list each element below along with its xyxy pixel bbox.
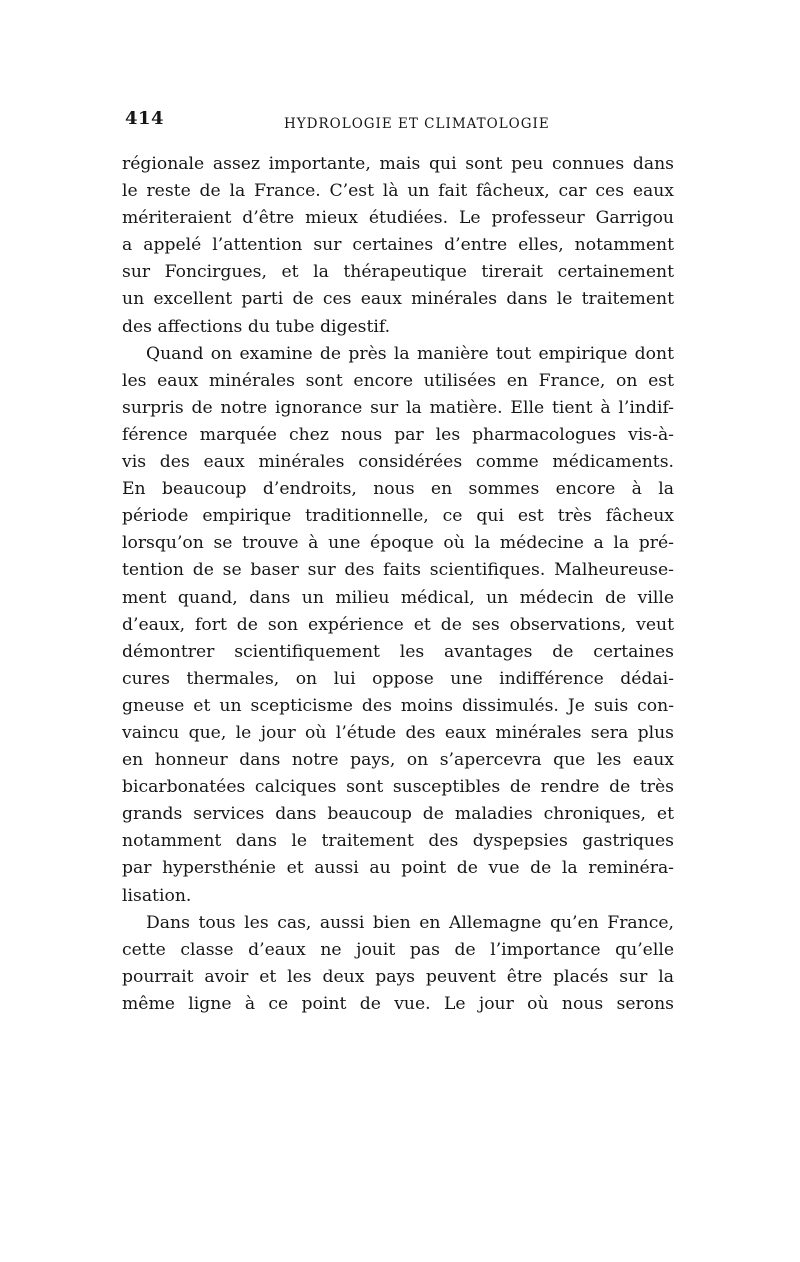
text-line: des affections du tube digestif. <box>122 316 391 337</box>
text-line: Quand on examine de près la manière tout empirique dont <box>146 343 674 364</box>
text-line: grands services dans beaucoup de maladies chroniques, et <box>122 804 674 825</box>
text-line: pourrait avoir et les deux pays peuvent être placés sur la <box>122 966 674 987</box>
text-line: ment quand, dans un milieu médical, un médecin de ville <box>122 587 674 608</box>
text-line: tention de se baser sur des faits scientifiques. Malheureuse- <box>122 560 674 581</box>
text-line: cures thermales, on lui oppose une indifférence dédai- <box>122 668 674 689</box>
page-header <box>122 104 682 140</box>
body-text <box>122 151 674 1018</box>
page-number: 414 <box>125 108 165 129</box>
text-line: notamment dans le traitement des dyspepsies gastriques <box>122 831 674 852</box>
text-line: gneuse et un scepticisme des moins dissimulés. Je suis con- <box>122 695 674 716</box>
text-line: lorsqu’on se trouve à une époque où la médecine a la pré- <box>122 533 674 554</box>
text-line: férence marquée chez nous par les pharmacologues vis-à- <box>122 424 674 445</box>
running-title: HYDROLOGIE ET CLIMATOLOGIE <box>284 116 550 132</box>
paragraph-1 <box>122 151 674 341</box>
text-line: par hypersthénie et aussi au point de vue de la reminéra- <box>122 858 674 879</box>
text-line: d’eaux, fort de son expérience et de ses observations, veut <box>122 614 674 635</box>
text-line: cette classe d’eaux ne jouit pas de l’importance qu’elle <box>122 939 674 960</box>
text-line: vis des eaux minérales considérées comme médicaments. <box>122 452 674 473</box>
text-line: en honneur dans notre pays, on s’apercevra que les eaux <box>122 750 674 771</box>
text-line: En beaucoup d’endroits, nous en sommes encore à la <box>122 479 674 500</box>
text-line: régionale assez importante, mais qui sont peu connues dans <box>122 154 674 174</box>
text-line: a appelé l’attention sur certaines d’entre elles, notamment <box>122 235 674 256</box>
text-line: surpris de notre ignorance sur la matière. Elle tient à l’indif- <box>122 397 674 418</box>
text-line: période empirique traditionnelle, ce qui est très fâcheux <box>122 506 674 527</box>
text-line: sur Foncirgues, et la thérapeutique tirerait certainement <box>122 262 674 283</box>
text-line: Dans tous les cas, aussi bien en Allemagne qu’en France, <box>146 912 674 933</box>
text-line: un excellent parti de ces eaux minérales dans le traitement <box>122 289 674 310</box>
text-line: bicarbonatées calciques sont susceptibles de rendre de très <box>122 777 674 798</box>
text-line: les eaux minérales sont encore utilisées en France, on est <box>122 370 674 391</box>
text-line: vaincu que, le jour où l’étude des eaux minérales sera plus <box>122 722 674 743</box>
text-line: lisation. <box>122 885 192 906</box>
text-line: même ligne à ce point de vue. Le jour où nous serons <box>122 993 674 1014</box>
paragraph-3 <box>122 910 674 1018</box>
paragraph-2 <box>122 341 674 910</box>
text-line: démontrer scientifiquement les avantages de certaines <box>122 641 674 662</box>
text-line: mériteraient d’être mieux étudiées. Le professeur Garrigou <box>122 208 674 229</box>
text-line: le reste de la France. C’est là un fait fâcheux, car ces eaux <box>122 181 674 202</box>
